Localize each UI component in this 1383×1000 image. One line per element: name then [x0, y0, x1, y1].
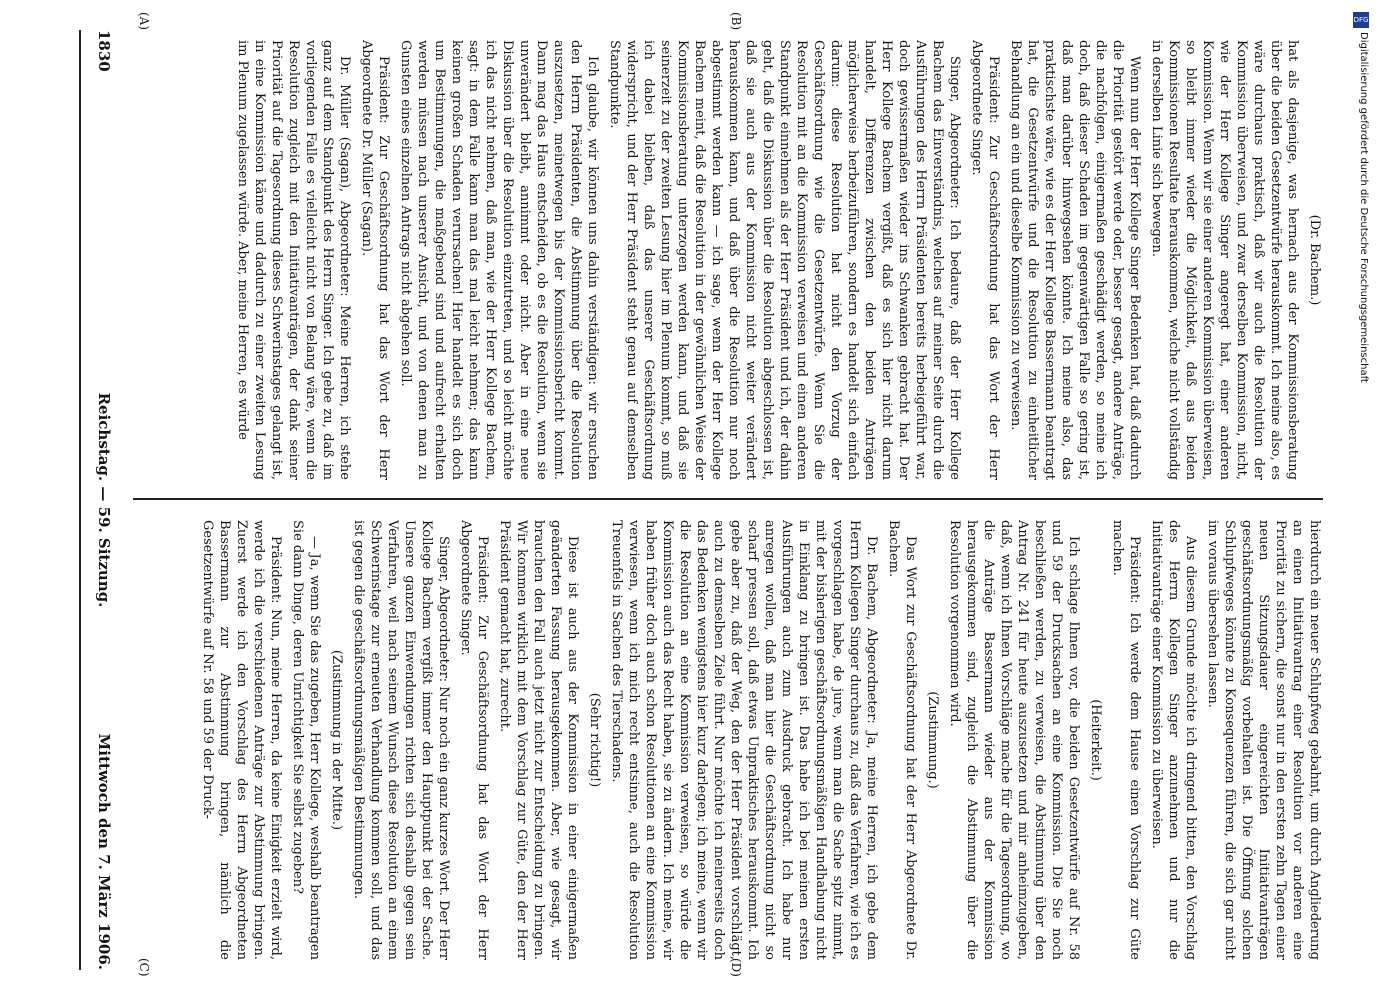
page-number: 1830 — [95, 30, 113, 72]
paragraph: Das Wort zur Geschäftsordnung hat der Herr Abgeordnete Dr. Bachem. — [886, 520, 918, 960]
paragraph: — Ja, wenn Sie das zugeben, Herr Kollege, weshalb beantragen Sie dann Dinge, deren Unrichtigkeit Sie selbst zugeben? — [290, 520, 322, 960]
paragraph: Präsident: Zur Geschäftsordnung hat das Wort der Herr Abgeordnete Singer. — [969, 40, 1001, 480]
paragraph: Ich schlage Ihnen vor, die beiden Gesetzentwürfe auf Nr. 58 und 59 der Drucksachen an eine Kommission. Die Sie noch beschließen werden, zu verweisen, die Abstimmung über den Antrag Nr. 241 für heute auszusetzen und mir anheimzugeben, daß, wenn ich Ihnen Vorschläge mache für die Tagesordnung, wo die Anträge Bassermann wieder aus der Kommission herausgekommen sind, zugleich die Abstimmung über die Resolution vorgenommen wird. — [947, 520, 1081, 960]
margin-mark-b: (B) — [729, 12, 743, 31]
margin-mark-c: (C) — [137, 958, 151, 977]
speaker-continued: (Dr. Bachem.) — [1307, 214, 1322, 306]
interjection: (Heiterkeit.) — [1088, 699, 1103, 781]
paragraph: Diese ist auch aus der Kommission in einer einigermaßen geänderten Fassung herausgekommen. Aber, wie gesagt, wir brauchen den Fall auch jetzt nicht zur Entscheidung zu bringen. Wir kommen wirklich mit dem Vorschlag zur Güte, den der Herr Präsident gemacht hat, zurecht. — [497, 520, 580, 960]
running-header — [83, 30, 123, 970]
paragraph: Präsident: Nun, meine Herren, da keine Einigkeit erzielt wird, werde ich die verschiedenen Anträge zur Abstimmung bringen. Zuerst werde ich den Vorschlag des Herrn Abgeordneten Bassermann zur Abstimmung bringen, nämlich die Gesetzentwürfe auf Nr. 58 und 59 der Druck- — [200, 520, 283, 960]
margin-mark-d: (D) — [729, 958, 743, 977]
margin-mark-a: (A) — [137, 12, 151, 31]
paragraph: Singer, Abgeordneter: Nur noch ein ganz kurzes Wort. Der Herr Kollege Bachem vergißt immer den Hauptpunkt bei der Sache. Unsere ganzen Einwendungen richten sich deshalb gegen sein Verfahren, weil nach seinem Wunsch diese Resolution an einem Schwerinstage zur erneuten Verhandlung kommen soll, und das ist gegen die geschäftsordnungsmäßigen Bestimmungen. — [351, 520, 451, 960]
header-rule — [79, 30, 81, 970]
interjection: (Zustimmung.) — [925, 691, 940, 789]
paragraph: Präsident: Zur Geschäftsordnung hat das Wort der Herr Abgeordnete Singer. — [458, 520, 490, 960]
interjection: (Sehr richtig!) — [587, 692, 602, 788]
paragraph: Präsident: Zur Geschäftsordnung hat das Wort der Herr Abgeordnete Dr. Müller (Sagan). — [359, 40, 391, 480]
right-column — [133, 520, 1323, 960]
header-center: Reichstag. — 59. Sitzung. — [95, 392, 113, 608]
interjection: (Zustimmung in der Mitte.) — [329, 649, 344, 831]
column-separator — [133, 498, 1323, 500]
digitization-note: Digitalisierung gefördert durch die Deutsche Forschungsgemeinschaft — [1358, 32, 1369, 383]
left-column — [133, 40, 1323, 480]
paragraph: hat als dasjenige, was hernach aus der Kommissionsberatung über die beiden Gesetzentwürfe herauskommt. Ich meine also, es wäre durchaus praktisch, daß wir auch die Resolution der Kommission überweisen, und zwar derselben Kommission, nicht, wie der Herr Kollege Singer angeregt hat, einer anderen Kommission. Wenn wir sie einer anderen Kommission überweisen, so bleibt immer wieder die Möglichkeit, daß aus beiden Kommissionen Resultate herauskommen, welche nicht vollständig in derselben Linie sich bewegen. — [1149, 40, 1300, 480]
paragraph: Wenn nun der Herr Kollege Singer Bedenken hat, daß dadurch die Priorität gestört werde oder, besser gesagt, andere Anträge, die nachfolgen, einigermaßen geschädigt werden, so meine ich doch, daß dieser Schaden im gegenwärtigen Falle so gering ist, daß man darüber hinwegsehen könnte. Ich meine also, das praktischste wäre, wie es der Herr Kollege Bassermann beantragt hat, die Gesetzentwürfe und die Resolution zu einheitlicher Behandlung an ein und dieselbe Kommission zu verweisen. — [1008, 40, 1142, 480]
paragraph: Dr. Müller (Sagan), Abgeordneter: Meine Herren, ich stehe ganz auf dem Standpunkt des Herrn Singer. Ich gebe zu, daß im vorliegenden Falle es vielleicht nicht von Belang wäre, wenn die Resolution zugleich mit den Initiativanträgen, der dank seiner Priorität auf die Tagesordnung dieses Schwerinstages gelangt ist, in eine Kommission käme und dadurch zu einer zweiten Lesung im Plenum zugelassen würde. Aber, meine Herren, es würde — [235, 40, 352, 480]
paragraph: Singer, Abgeordneter: Ich bedaure, daß der Herr Kollege Bachem das Einverständnis, welches auf meiner Seite durch die Ausführungen des Herrn Präsidenten bereits herbeigeführt war, doch gewissermaßen wieder ins Schwanken gebracht hat. Der Herr Kollege Bachem vergißt, daß es sich hier nicht darum handelt, Differenzen zwischen den beiden Anträgen möglicherweise herbeizuführen, sondern es handelt sich einfach darum: diese Resolution hat nicht den Vorzug der Geschäftsordnung wie die Gesetzentwürfe. Wenn Sie die Resolution mit an die Kommission verweisen und einen anderen Standpunkt einnehmen als der Herr Präsident und ich, der dahin geht, daß die Diskussion über die Resolution abgeschlossen ist, daß sie auch aus der Kommission nicht weiter verändert herauskommen kann, und daß über die Resolution nur noch abgestimmt werden kann — ich sage, wenn der Herr Kollege Bachem meint, daß die Resolution in der gewöhnlichen Weise der Kommissionsberatung unterzogen werden kann, und daß sie seinerzeit zu der zweiten Lesung hier im Plenum kommt, so muß ich dabei bleiben, daß das unserer Geschäftsordnung widerspricht, und der Herr Präsident steht genau auf demselben Standpunkte. — [607, 40, 962, 480]
paragraph: Ich glaube, wir können uns dahin verständigen: wir ersuchen den Herrn Präsidenten, die Abstimmung über die Resolution auszusetzen, meinetwegen bis der Kommissionsbericht kommt. Dann mag das Haus entscheiden, ob es die Resolution, wenn sie unverändert bleibt, annimmt oder nicht. Aber in eine neue Diskussion über die Resolution einzutreten, und so leicht möchte ich das nicht nehmen, daß man, wie der Herr Kollege Bachem, sagt: in dem Falle kann man das mal leicht nehmen; das kann keinen großen Schaden verursachen! Hier handelt es sich doch um Bestimmungen, die maßgebend sind und aufrecht erhalten werden müssen nach unserer Ansicht, und von denen man zu Gunsten eines einzelnen Antrags nicht abgehen soll. — [398, 40, 600, 480]
paragraph: hierdurch ein neuer Schlupfweg gebahnt, um durch Angliederung an einen Initiativantrag einer Resolution vor anderen eine Priorität zu sichern, die sonst nur in den ersten zehn Tagen einer neuen Sitzungsdauer eingereichten Initiativanträgen geschäftsordnungsmäßig vorbehalten ist. Die Öffnung solchen Schlupfweges könnte zu Konsequenzen führen, die sich gar nicht im voraus übersehen lassen. — [1205, 520, 1322, 960]
paragraph: Aus diesem Grunde möchte ich dringend bitten, den Vorschlag des Herrn Kollegen Singer anzunehmen und nur die Initiativanträge einer Kommission zu überweisen. — [1149, 520, 1198, 960]
dfg-logo: DFG — [1353, 12, 1369, 28]
paragraph: Dr. Bachem, Abgeordneter: Ja, meine Herren, ich gebe dem Herrn Kollegen Singer durchaus zu, daß das Verfahren, wie ich es vorgeschlagen habe, de jure, wenn man die Sache spitz nimmt, mit der bisherigen geschäftsordnungsmäßigen Handhabung nicht in Einklang zu bringen ist. Das habe ich bei meinen ersten Ausführungen auch zum Ausdruck gebracht. Ich habe nur anregen wollen, daß man hier die Geschäftsordnung nicht so scharf pressen soll, daß etwas Unpraktisches herauskommt. Ich gebe aber zu, daß der Weg, den der Herr Präsident vorschlägt, auch zu demselben Ziele führt. Nur möchte ich meinerseits doch das Bedenken wenigstens hier kurz darlegen; ich meine, wenn wir die Resolution an eine Kommission verweisen, so würde die Kommission auch das Recht haben, sie zu ändern. Ich meine, wir haben früher doch auch schon Resolutionen an eine Kommission verwiesen, wenn ich mich recht entsinne, auch die Resolution Treuenfels in Sachen des Tierschadens. — [609, 520, 879, 960]
header-date: Mittwoch den 7. März 1906. — [95, 733, 113, 970]
digitization-stamp — [1353, 12, 1369, 987]
paragraph: Präsident: Ich werde dem Hause einen Vorschlag zur Güte machen. — [1110, 520, 1142, 960]
